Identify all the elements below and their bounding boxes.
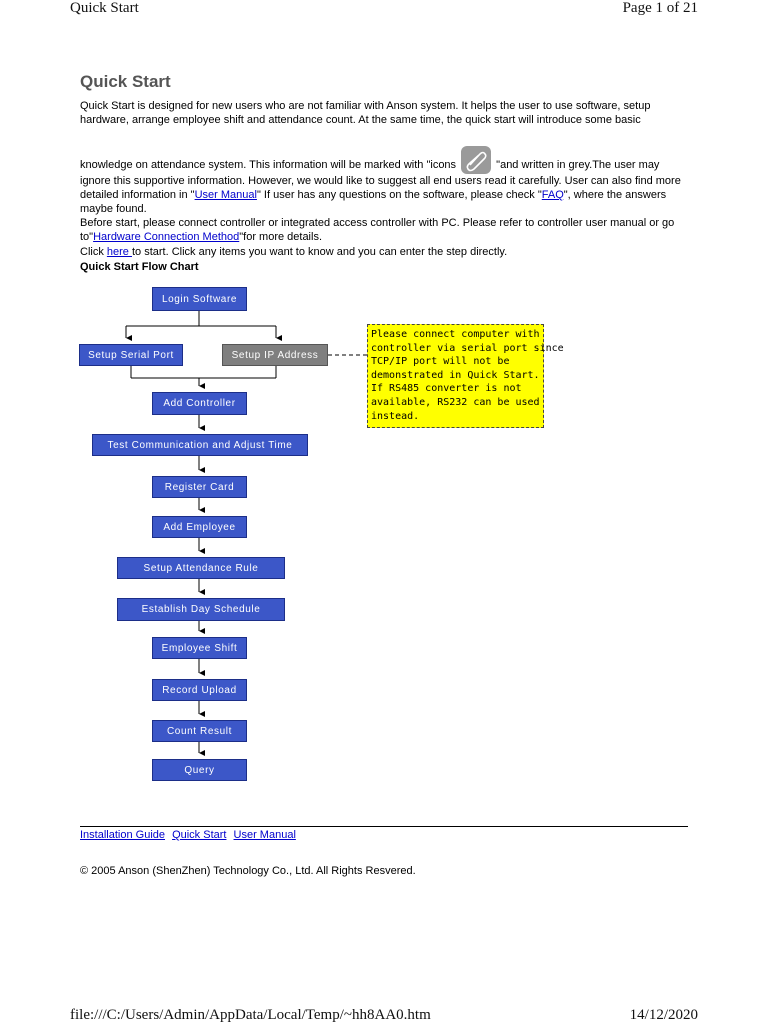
intro-text: "and written in grey.The user may ignore this supportive information. However, we would like to suggest all end users read it carefully. User can also find more detailed information in " bbox=[80, 159, 681, 201]
note-line: Please connect computer with bbox=[371, 329, 540, 340]
serial-port-note bbox=[367, 324, 564, 428]
flow-record-upload[interactable]: Record Upload bbox=[152, 679, 247, 701]
intro-text: Before start, please connect controller or integrated access controller with PC. Please refer to controller user manual or go to" bbox=[80, 217, 675, 243]
print-date: 14/12/2020 bbox=[629, 1007, 698, 1023]
quick-start-link[interactable]: Quick Start bbox=[172, 829, 227, 841]
note-line: instead. bbox=[371, 410, 420, 422]
note-line: TCP/IP port will not be bbox=[371, 356, 510, 368]
installation-guide-link[interactable]: Installation Guide bbox=[80, 829, 165, 841]
note-line: If RS485 converter is not bbox=[371, 383, 522, 395]
flow-add-controller[interactable]: Add Controller bbox=[152, 392, 247, 415]
print-header-title: Quick Start bbox=[70, 0, 139, 16]
flow-add-employee[interactable]: Add Employee bbox=[152, 516, 247, 538]
intro-text: " If user has any questions on the software, please check " bbox=[256, 189, 542, 201]
copyright: © 2005 Anson (ShenZhen) Technology Co., Ltd. All Rights Resvered. bbox=[80, 865, 416, 877]
page-number: Page 1 of 21 bbox=[622, 0, 698, 16]
flow-setup-attendance-rule[interactable]: Setup Attendance Rule bbox=[117, 557, 285, 579]
note-line: demonstrated in Quick Start. bbox=[371, 369, 540, 381]
flow-establish-day-schedule[interactable]: Establish Day Schedule bbox=[117, 598, 285, 621]
flow-login-software[interactable]: Login Software bbox=[152, 287, 247, 311]
flow-count-result[interactable]: Count Result bbox=[152, 720, 247, 742]
user-manual-footer-link[interactable]: User Manual bbox=[233, 829, 296, 841]
file-path: file:///C:/Users/Admin/AppData/Local/Temp/~hh8AA0.htm bbox=[70, 1007, 431, 1023]
flow-query[interactable]: Query bbox=[152, 759, 247, 781]
page-title: Quick Start bbox=[80, 72, 171, 91]
flow-chart-label: Quick Start Flow Chart bbox=[80, 261, 199, 273]
flow-setup-serial-port[interactable]: Setup Serial Port bbox=[79, 344, 183, 366]
intro-text: "for more details. bbox=[239, 231, 323, 243]
footer-nav bbox=[80, 829, 300, 841]
note-line: controller via serial port since bbox=[371, 342, 564, 354]
footer-divider bbox=[80, 826, 688, 827]
hardware-connection-link[interactable]: Hardware Connection Method bbox=[93, 231, 240, 243]
flow-employee-shift[interactable]: Employee Shift bbox=[152, 637, 247, 659]
intro-text: knowledge on attendance system. This information will be marked with "icons bbox=[80, 159, 460, 171]
flow-test-communication[interactable]: Test Communication and Adjust Time bbox=[92, 434, 308, 456]
user-manual-link[interactable]: User Manual bbox=[194, 189, 257, 201]
intro-paragraph-1: Quick Start is designed for new users who are not familiar with Anson system. It helps the user to use software, setup hardware, arrange employee shift and attendance count. At the same time, the quick start will introduce some basic bbox=[80, 100, 651, 126]
faq-link[interactable]: FAQ bbox=[541, 189, 564, 201]
intro-text: to start. Click any items you want to know and you can enter the step directly. bbox=[131, 246, 508, 258]
flow-register-card[interactable]: Register Card bbox=[152, 476, 247, 498]
flow-setup-ip-address[interactable]: Setup IP Address bbox=[222, 344, 328, 366]
note-line: available, RS232 can be used bbox=[371, 396, 540, 408]
here-link[interactable]: here bbox=[106, 246, 132, 258]
intro-text: ", where the answers maybe found. bbox=[80, 189, 667, 215]
intro-text: Click bbox=[80, 246, 107, 258]
